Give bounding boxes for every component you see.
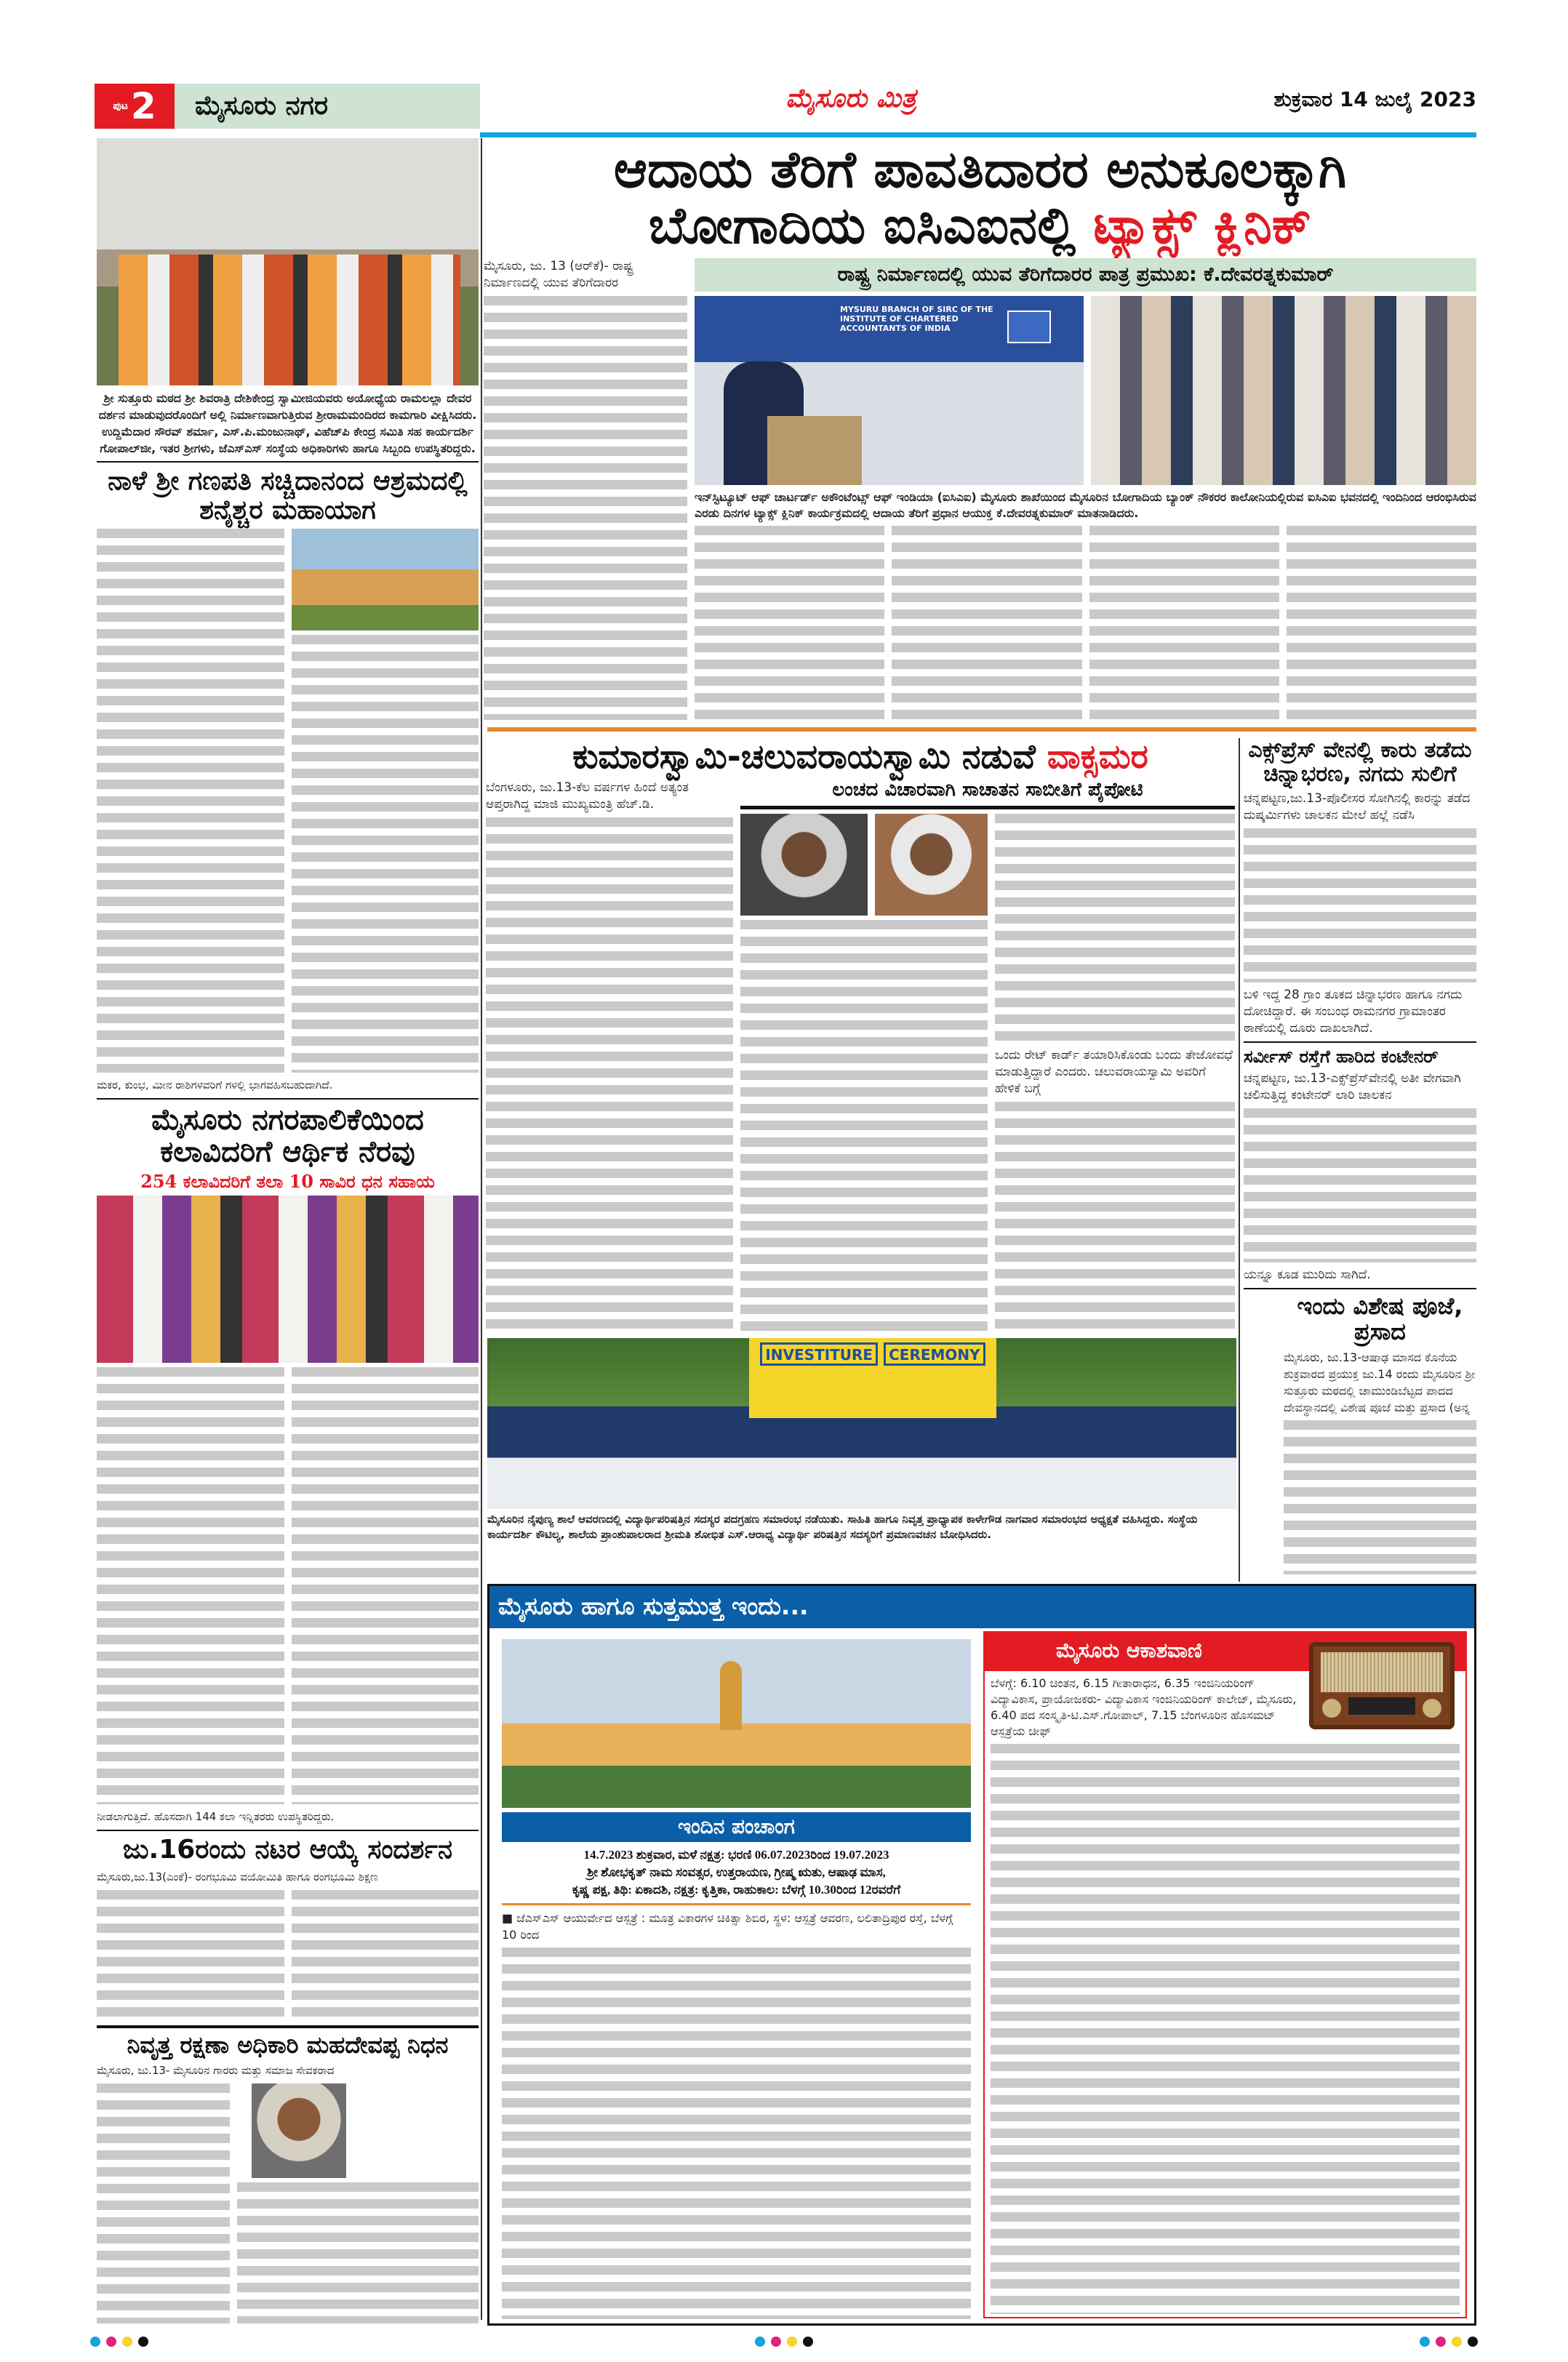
today-section-title: ಮೈಸೂರು ಹಾಗೂ ಸುತ್ತಮುತ್ತ ಇಂದು... [489, 1586, 1474, 1628]
special-pooja-headline: ಇಂದು ವಿಶೇಷ ಪೂಜೆ, ಪ್ರಸಾದ [1297, 1292, 1463, 1346]
obituary-dateline: ಮೈಸೂರು, ಜು.13- ಮೈಸೂರಿನ ಗಾರರು ಮತ್ತು ಸಮಾಜ ಸೇವಕರಾದ [97, 2064, 335, 2078]
event-item [502, 1910, 971, 1943]
divider [1244, 1288, 1476, 1289]
feud-dateline: ಬೆಂಗಳೂರು, ಜು.13-ಕೆಲ ವರ್ಷಗಳ ಹಿಂದೆ ಅತ್ಯಂತ ಆಪ್ತರಾಗಿದ್ದ ಮಾಜಿ ಮುಖ್ಯಮಂತ್ರಿ ಹೆಚ್.ಡಿ. [486, 780, 689, 812]
container-headline: ಸರ್ವೀಸ್ ರಸ್ತೆಗೆ ಹಾರಿದ ಕಂಟೇನರ್ [1244, 1046, 1439, 1067]
column-divider [1239, 738, 1240, 1582]
feud-body-col2 [740, 920, 988, 1331]
container-dateline: ಚನ್ನಪಟ್ಟಣ, ಜು.13-ಎಕ್ಸ್‌ಪ್ರೆಸ್‌ವೇನಲ್ಲಿ ಅತೀ ವೇಗವಾಗಿ ಚಲಿಸುತ್ತಿದ್ದ ಕಂಟೇನರ್ ಲಾರಿ ಚಾಲಕನ [1244, 1071, 1461, 1103]
orange-rule [487, 727, 1476, 732]
orange-rule [502, 1903, 971, 1905]
right-column [1244, 738, 1476, 1574]
page-number: 2 [130, 85, 156, 127]
actor-audition-body-col1 [97, 1890, 284, 2021]
artists-body-col2 [292, 1367, 479, 1804]
mysore-palace-photo [502, 1639, 971, 1808]
lead-body-col4 [1089, 526, 1279, 720]
banner-word: INVESTITURE [760, 1342, 878, 1366]
school-story [487, 1338, 1236, 1578]
divider [97, 2025, 479, 2028]
highway-robbery-body-end: ಬಳಿ ಇದ್ದ 28 ಗ್ರಾಂ ತೂಕದ ಚಿನ್ನಾಭರಣ ಹಾಗೂ ನಗದು ದೋಚಿದ್ದಾರೆ. ಈ ಸಂಬಂಧ ರಾಮನಗರ ಗ್ರಾಮಾಂತರ ಠಾಣೆಯಲ್ಲಿ ದೂರು ದಾಖಲಾಗಿದೆ. [1244, 987, 1463, 1036]
feud-body-excerpt: ಒಂದು ರೇಟ್ ಕಾರ್ಡ್ ತಯಾರಿಸಿಕೊಂಡು ಬಂದು ತೇಜೋವಧೆ ಮಾಡುತ್ತಿದ್ದಾರೆ ಎಂದರು. ಚಲುವರಾಯಸ್ವಾಮಿ ಅವರಿಗೆ ಹೇಳಿಕೆ ಬಗ್ಗೆ [995, 1048, 1233, 1097]
lead-story [484, 142, 1476, 720]
lead-photo-stage [695, 296, 1084, 485]
page-number-badge [95, 84, 175, 129]
lead-headline-line2: ಬೋಗಾದಿಯ ಐಸಿಎಐನಲ್ಲಿ [648, 196, 1076, 255]
lead-dateline: ಮೈಸೂರು, ಜು. 13 (ಆರ್‌ಕೆ)- ರಾಷ್ಟ್ರ ನಿರ್ಮಾಣದಲ್ಲಿ ಯುವ ತೆರಿಗೆದಾರರ [484, 259, 633, 290]
lead-photo-audience [1091, 296, 1476, 485]
ayodhya-photo-caption: ಶ್ರೀ ಸುತ್ತೂರು ಮಠದ ಶ್ರೀ ಶಿವರಾತ್ರಿ ದೇಶಿಕೇಂದ್ರ ಸ್ವಾಮೀಜಿಯವರು ಅಯೋಧ್ಯೆಯ ರಾಮಲಲ್ಲಾ ದೇವರ ದರ್ಶನ ಮಾಡುವುದರೊಂದಿಗೆ ಅಲ್ಲಿ ನಿರ್ಮಾಣವಾಗುತ್ತಿರುವ ಶ್ರೀರಾಮಮಂದಿರದ ಕಾಮಗಾರಿ ವೀಕ್ಷಿಸಿದರು. ಉದ್ದಿಮೆದಾರ ಸೌರವ್ ಶರ್ಮಾ, ಎಸ್.ಪಿ.ಮಂಜುನಾಥ್, ವಿಹೆಚ್‌ಪಿ ಕೇಂದ್ರ ಸಮಿತಿ ಸಹ ಕಾರ್ಯದರ್ಶಿ ಗೋಪಾಲ್‌ಜೀ, ಇತರ ಶ್ರೀಗಳು, ಜೆಎಸ್‌ಎಸ್ ಸಂಸ್ಥೆಯ ಅಧಿಕಾರಿಗಳು ಹಾಗೂ ಸಿಬ್ಬಂದಿ ಉಪಸ್ಥಿತರಿದ್ದರು. [98, 391, 477, 455]
panchanga-lines [502, 1846, 971, 1899]
radio-schedule [991, 1744, 1460, 2314]
radio-schedule-area [991, 1676, 1460, 2314]
obituary-body-col1 [97, 2083, 230, 2323]
radio-schedule-intro: ಬೆಳಗ್ಗೆ: 6.10 ಚಿಂತನ, 6.15 ಗೀತಾರಾಧನ, 6.35 ಇಂಜಿನಿಯರಿಂಗ್ ವಿದ್ಯಾವಿಕಾಸ, ಪ್ರಾಯೋಜಕರು- ವಿದ್ಯಾವಿಕಾಸ ಇಂಜಿನಿಯರಿಂಗ್ ಕಾಲೇಜ್, ಮೈಸೂರು, 6.40 ಪದ ಸಂಸ್ಕೃತಿ-ಟಿ.ಎಸ್.ಗೋಪಾಲ್, 7.15 ಬೆಂಗಳೂರಿನ ಹೊಸಮಟ್ ಆಸ್ಪತ್ರೆಯ ಚೀಫ್ [991, 1676, 1297, 1738]
ganapati-body-end: ಮಕರ, ಕುಂಭ, ಮೀನ ರಾಶಿಗಳವರಿಗೆ ಗಳಲ್ಲಿ ಭಾಗವಹಿಸಬಹುದಾಗಿದೆ. [97, 1078, 333, 1092]
feud-headline [486, 738, 1235, 775]
lead-headline [484, 142, 1476, 254]
feud-headline-text: ಕುಮಾರಸ್ವಾಮಿ-ಚಲುವರಾಯಸ್ವಾಮಿ ನಡುವೆ [572, 737, 1036, 776]
event-text: ಜೆಎಸ್‌ಎಸ್ ಆಯುರ್ವೇದ ಆಸ್ಪತ್ರೆ : ಮೂತ್ರ ವಿಕಾರಗಳ ಚಿಕಿತ್ಸಾ ಶಿಬಿರ, ಸ್ಥಳ: ಆಸ್ಪತ್ರೆ ಆವರಣ, ಲಲಿತಾದ್ರಿಪುರ ರಸ್ತೆ, ಬೆಳಗ್ಗೆ 10 ರಿಂದ [502, 1910, 953, 1942]
divider [97, 461, 479, 463]
artists-photo [97, 1196, 479, 1363]
feud-headline-highlight: ವಾಕ್ಸಮರ [1047, 737, 1148, 776]
feud-body-col3b [995, 1102, 1235, 1331]
feud-body-col3 [995, 814, 1235, 1043]
feud-body-col1 [486, 817, 733, 1331]
actor-audition-dateline: ಮೈಸೂರು,ಜು.13(ಎಂಕೆ)- ರಂಗಭೂಮಿ ವಯೋಮಿತಿ ಹಾಗೂ ರಂಗಭೂಮಿ ಶಿಕ್ಷಣ [97, 1870, 378, 1883]
lead-body-col3 [892, 526, 1081, 720]
ganapati-headline: ನಾಳೆ ಶ್ರೀ ಗಣಪತಿ ಸಚ್ಚಿದಾನಂದ ಆಶ್ರಮದಲ್ಲಿ ಶನೈಶ್ಚರ ಮಹಾಯಾಗ [108, 466, 468, 525]
artists-body-col1 [97, 1367, 284, 1804]
ayodhya-photo [97, 138, 479, 385]
artists-aid-subhead: 254 ಕಲಾವಿದರಿಗೆ ತಲಾ 10 ಸಾವಿರ ಧನ ಸಹಾಯ [140, 1170, 435, 1192]
highway-robbery-body [1244, 828, 1476, 982]
ashram-photo [292, 529, 479, 630]
divider [1244, 1041, 1476, 1043]
bullet-icon: ■ [502, 1910, 513, 1925]
print-registration-marks [0, 2336, 1568, 2350]
feud-subhead: ಲಂಚದ ವಿಚಾರವಾಗಿ ಸಾಚಾತನ ಸಾಬೀತಿಗೆ ಪೈಪೋಟಿ [740, 780, 1235, 810]
container-body [1244, 1108, 1476, 1262]
investiture-banner [749, 1338, 996, 1418]
panchanga-line: 14.7.2023 ಶುಕ್ರವಾರ, ಮಳೆ ನಕ್ಷತ್ರ: ಭರಣಿ 06.07.2023ರಿಂದ 19.07.2023 [583, 1847, 889, 1862]
school-event-caption: ಮೈಸೂರಿನ ನೈಪುಣ್ಯ ಶಾಲೆ ಆವರಣದಲ್ಲಿ ವಿದ್ಯಾರ್ಥಿಪರಿಷತ್ತಿನ ಸದಸ್ಯರ ಪದಗ್ರಹಣ ಸಮಾರಂಭ ನಡೆಯಿತು. ಸಾಹಿತಿ ಹಾಗೂ ನಿವೃತ್ತ ಪ್ರಾಧ್ಯಾಪಕ ಕಾಳೇಗೌಡ ನಾಗವಾರ ಸಮಾರಂಭದ ಅಧ್ಯಕ್ಷತೆ ವಹಿಸಿದ್ದರು. ಸಂಸ್ಥೆಯ ಕಾರ್ಯದರ್ಶಿ ಕೌಟಿಲ್ಯ, ಶಾಲೆಯ ಪ್ರಾಂಶುಪಾಲರಾದ ಶ್ರೀಮತಿ ಶೋಭಿತ ಎಸ್.ಆರಾಧ್ಯ ವಿದ್ಯಾರ್ಥಿ ಪರಿಷತ್ತಿನ ಸದಸ್ಯರಿಗೆ ಪ್ರಮಾಣವಚನ ಬೋಧಿಸಿದರು. [487, 1513, 1198, 1541]
lead-subhead: ರಾಷ್ಟ್ರ ನಿರ್ಮಾಣದಲ್ಲಿ ಯುವ ತೆರಿಗೆದಾರರ ಪಾತ್ರ ಪ್ರಮುಖ: ಕೆ.ದೇವರತ್ನಕುಮಾರ್ [695, 258, 1476, 292]
page-label: ಪುಟ [113, 100, 128, 112]
lead-photo-caption: ಇನ್‌ಸ್ಟಿಟ್ಯೂಟ್ ಆಫ್ ಚಾರ್ಟರ್ಡ್ ಅಕೌಂಟೆಂಟ್ಸ್ ಆಫ್ ಇಂಡಿಯಾ (ಐಸಿಎಐ) ಮೈಸೂರು ಶಾಖೆಯಿಂದ ಮೈಸೂರಿನ ಬೋಗಾದಿಯ ಬ್ಯಾಂಕ್ ನೌಕರರ ಕಾಲೋನಿಯಲ್ಲಿರುವ ಐಸಿಎಐ ಭವನದಲ್ಲಿ ಇಂದಿನಿಂದ ಆರಂಭಿಸಿರುವ ಎರಡು ದಿನಗಳ ಟ್ಯಾಕ್ಸ್ ಕ್ಲಿನಿಕ್ ಕಾರ್ಯಕ್ರಮದಲ್ಲಿ ಆದಾಯ ತೆರಿಗೆ ಪ್ರಧಾನ ಆಯುಕ್ತ ಕೆ.ದೇವರತ್ನಕುಮಾರ್ ಮಾತನಾಡಿದರು. [695, 489, 1476, 520]
lead-body-col2 [695, 526, 884, 720]
panchanga-line: ಶ್ರೀ ಶೋಭಕೃತ್ ನಾಮ ಸಂವತ್ಸರ, ಉತ್ತರಾಯಣ, ಗ್ರೀಷ್ಮ ಋತು, ಆಷಾಢ ಮಾಸ, [587, 1865, 886, 1879]
column-divider [481, 138, 482, 2320]
photo-banner-text: MYSURU BRANCH OF SIRC OF THE INSTITUTE OF CHARTERED ACCOUNTANTS OF INDIA [840, 304, 993, 333]
highway-robbery-headline: ಎಕ್ಸ್‌ಪ್ರೆಸ್ ವೇನಲ್ಲಿ ಕಾರು ತಡೆದು ಚಿನ್ನಾಭರಣ, ನಗದು ಸುಲಿಗೆ [1248, 737, 1472, 787]
today-left [502, 1639, 971, 2319]
masthead-logo: ಮೈಸೂರು ಮಿತ್ರ [785, 84, 916, 113]
banner-word: CEREMONY [884, 1342, 985, 1366]
ganapati-body-col2 [292, 635, 479, 1072]
radio-title: ಮೈಸೂರು ಆಕಾಶವಾಣಿ [983, 1631, 1467, 1671]
ganapati-body [97, 529, 284, 1072]
events-list [502, 1947, 971, 2319]
left-column [97, 138, 479, 2323]
highway-robbery-dateline: ಚನ್ನಪಟ್ಟಣ,ಜು.13-ಪೊಲೀಸರ ಸೋಗಿನಲ್ಲಿ ಕಾರನ್ನು ತಡೆದ ದುಷ್ಕರ್ಮಿಗಳು ಚಾಲಕನ ಮೇಲೆ ಹಲ್ಲೆ ನಡೆಸಿ [1244, 791, 1471, 822]
obituary-portrait [252, 2083, 346, 2178]
school-event-photo [487, 1338, 1236, 1509]
feud-story [486, 738, 1235, 1331]
divider [97, 1830, 479, 1831]
header-rule [480, 132, 1476, 137]
actor-audition-headline: ಜು.16ರಂದು ನಟರ ಆಯ್ಕೆ ಸಂದರ್ಶನ [122, 1835, 453, 1865]
page-label-box [95, 84, 480, 129]
lead-body-col5 [1287, 526, 1476, 720]
obituary-body-col2 [237, 2182, 479, 2323]
obituary-headline: ನಿವೃತ್ತ ರಕ್ಷಣಾ ಅಧಿಕಾರಿ ಮಹದೇವಪ್ಪ ನಿಧನ [127, 2030, 449, 2059]
container-body-end: ಯನ್ನೂ ಕೂಡ ಮುರಿದು ಸಾಗಿದೆ. [1244, 1267, 1371, 1282]
divider [97, 1098, 479, 1100]
lead-headline-highlight: ಟ್ಯಾಕ್ಸ್ ಕ್ಲಿನಿಕ್ [1093, 196, 1312, 255]
panchanga-line: ಕೃಷ್ಣ ಪಕ್ಷ, ತಿಥಿ: ಏಕಾದಶಿ, ನಕ್ಷತ್ರ: ಕೃತ್ತಿಕಾ, ರಾಹುಕಾಲ: ಬೆಳಗ್ಗೆ 10.30ರಿಂದ 12ರವರೆಗೆ [572, 1882, 901, 1897]
special-pooja-body-rest [1284, 1420, 1476, 1574]
artists-aid-headline: ಮೈಸೂರು ನಗರಪಾಲಿಕೆಯಿಂದ ಕಲಾವಿದರಿಗೆ ಆರ್ಥಿಕ ನೆರವು [151, 1102, 424, 1169]
panchanga-title: ಇಂದಿನ ಪಂಚಾಂಗ [502, 1812, 971, 1842]
issue-date: ಶುಕ್ರವಾರ 14 ಜುಲೈ 2023 [1273, 87, 1476, 111]
actor-audition-body-col2 [292, 1890, 479, 2021]
lead-headline-line1: ಆದಾಯ ತೆರಿಗೆ ಪಾವತಿದಾರರ ಅನುಕೂಲಕ್ಕಾಗಿ [613, 140, 1347, 199]
section-title: ಮೈಸೂರು ನಗರ [195, 91, 329, 121]
lead-body-col1 [484, 296, 687, 720]
artists-body-end: ನೀಡಲಾಗುತ್ತಿದೆ. ಹೊಸದಾಗಿ 144 ಕಲಾ ಇನ್ನಿತರರು ಉಪಸ್ಥಿತರಿದ್ದರು. [97, 1810, 335, 1824]
kumaraswamy-photo [740, 814, 868, 916]
special-pooja-body: ಮೈಸೂರು, ಜು.13-ಆಷಾಢ ಮಾಸದ ಕೊನೆಯ ಶುಕ್ರವಾರದ ಪ್ರಯುಕ್ತ ಜು.14 ರಂದು ಮೈಸೂರಿನ ಶ್ರೀ ಸುತ್ತೂರು ಮಠದಲ್ಲಿ ಚಾಮುಂಡಿಬೆಟ್ಟದ ಪಾದದ ದೇವಸ್ಥಾನದಲ್ಲಿ ವಿಶೇಷ ಪೂಜೆ ಮತ್ತು ಪ್ರಸಾದ (ಅನ್ನ [1284, 1350, 1476, 1415]
chaluvarayaswamy-photo [875, 814, 988, 916]
